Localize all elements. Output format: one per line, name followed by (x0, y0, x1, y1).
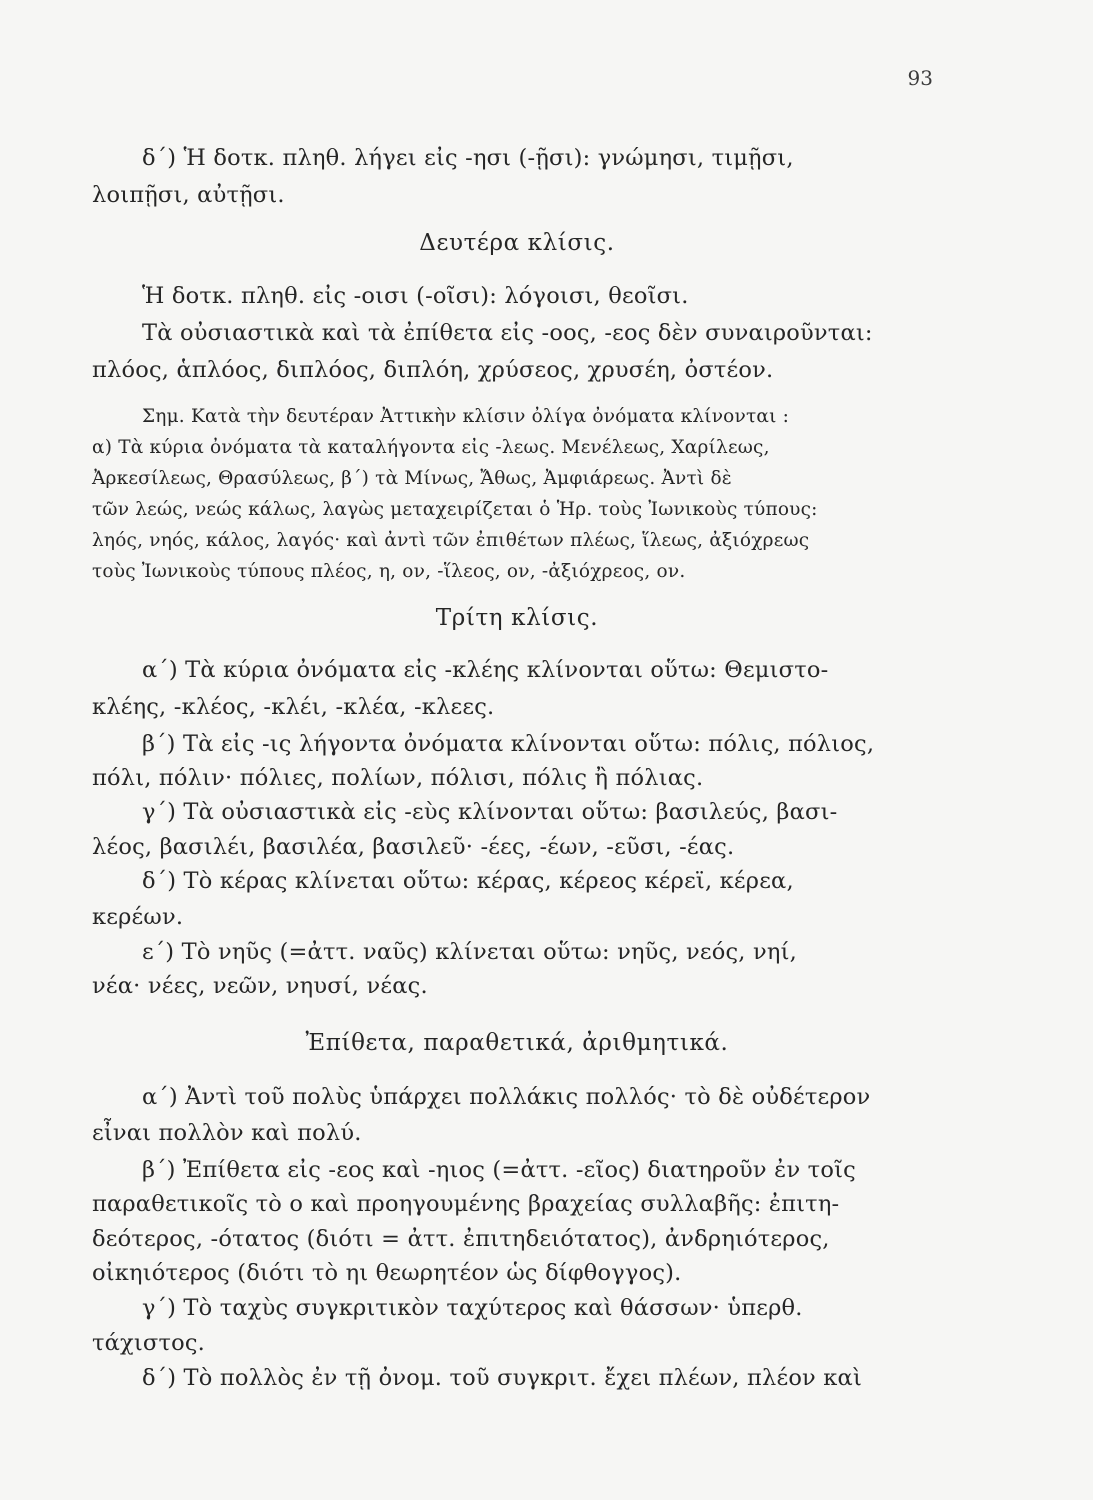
text-line: εἶναι πολλὸν καὶ πολύ. (92, 1120, 362, 1146)
text-line: β΄) Τὰ εἰς -ις λήγοντα ὀνόματα κλίνονται οὕτω: πόλις, πόλιος, (142, 731, 875, 757)
note-line: τῶν λεώς, νεώς κάλως, λαγὼς μεταχειρίζεται ὁ Ἡρ. τοὺς Ἰωνικοὺς τύπους: (92, 499, 818, 520)
text-line: δ΄) Τὸ πολλὸς ἐν τῇ ὀνομ. τοῦ συγκριτ. ἔχει πλέων, πλέον καὶ (142, 1365, 862, 1391)
section-heading: Δευτέρα κλίσις. (419, 230, 615, 256)
text-line: δ΄) Ἡ δοτκ. πληθ. λήγει εἰς -ησι (-ῇσι): γνώμησι, τιμῇσι, (142, 145, 794, 171)
text-line: ε΄) Τὸ νηῦς (=ἀττ. ναῦς) κλίνεται οὕτω: νηῦς, νεός, νηί, (142, 939, 797, 965)
note-line: τοὺς Ἰωνικοὺς τύπους πλέος, η, ον, -ἵλεος, ον, -ἀξιόχρεος, ον. (92, 561, 686, 582)
note-line: Σημ. Κατὰ τὴν δευτέραν Ἀττικὴν κλίσιν ὀλίγα ὀνόματα κλίνονται : (142, 406, 790, 427)
text-line: β΄) Ἐπίθετα εἰς -εος καὶ -ηιος (=ἀττ. -εῖος) διατηροῦν ἐν τοῖς (142, 1157, 856, 1183)
text-line: παραθετικοῖς τὸ ο καὶ προηγουμένης βραχείας συλλαβῆς: ἐπιτη- (92, 1191, 840, 1217)
note-line: Ἀρκεσίλεως, Θρασύλεως, β΄) τὰ Μίνως, Ἄθως, Ἀμφιάρεως. Ἀντὶ δὲ (92, 468, 732, 489)
text-line: οἰκηιότερος (διότι τὸ ηι θεωρητέον ὡς δίφθογγος). (92, 1260, 682, 1286)
text-line: γ΄) Τὰ οὐσιαστικὰ εἰς -εὺς κλίνονται οὕτω: βασιλεύς, βασι- (142, 799, 838, 825)
text-line: Ἡ δοτκ. πληθ. εἰς -οισι (-οῖσι): λόγοισι, θεοῖσι. (142, 283, 689, 309)
text-line: α΄) Ἀντὶ τοῦ πολὺς ὑπάρχει πολλάκις πολλός· τὸ δὲ οὐδέτερον (142, 1084, 871, 1110)
section-heading: Ἐπίθετα, παραθετικά, ἀριθμητικά. (305, 1030, 729, 1056)
section-heading: Τρίτη κλίσις. (435, 605, 599, 631)
text-line: λοιπῇσι, αὐτῇσι. (92, 182, 285, 208)
text-line: πλόος, ἁπλόος, διπλόος, διπλόη, χρύσεος, χρυσέη, ὀστέον. (92, 357, 774, 383)
page-number: 93 (907, 66, 933, 90)
note-line: ληός, νηός, κάλος, λαγός· καὶ ἀντὶ τῶν ἐπιθέτων πλέως, ἵλεως, ἀξιόχρεως (92, 530, 810, 551)
text-line: α΄) Τὰ κύρια ὀνόματα εἰς -κλέης κλίνονται οὕτω: Θεμιστο- (142, 657, 829, 683)
text-line: πόλι, πόλιν· πόλιες, πολίων, πόλισι, πόλις ἢ πόλιας. (92, 765, 704, 791)
text-line: λέος, βασιλέι, βασιλέα, βασιλεῦ· -έες, -έων, -εῦσι, -έας. (92, 834, 735, 860)
text-line: Τὰ οὐσιαστικὰ καὶ τὰ ἐπίθετα εἰς -οος, -εος δὲν συναιροῦνται: (142, 320, 873, 346)
text-line: τάχιστος. (92, 1330, 206, 1356)
note-line: α) Τὰ κύρια ὀνόματα τὰ καταλήγοντα εἰς -λεως. Μενέλεως, Χαρίλεως, (92, 437, 770, 458)
text-line: κερέων. (92, 904, 184, 930)
text-line: δεότερος, -ότατος (διότι = ἀττ. ἐπιτηδειότατος), ἀνδρηιότερος, (92, 1226, 830, 1252)
text-line: νέα· νέες, νεῶν, νηυσί, νέας. (92, 973, 428, 999)
text-line: κλέης, -κλέος, -κλέι, -κλέα, -κλεες. (92, 694, 495, 720)
text-line: δ΄) Τὸ κέρας κλίνεται οὕτω: κέρας, κέρεος κέρεϊ, κέρεα, (142, 868, 794, 894)
text-line: γ΄) Τὸ ταχὺς συγκριτικὸν ταχύτερος καὶ θάσσων· ὑπερθ. (142, 1295, 803, 1321)
